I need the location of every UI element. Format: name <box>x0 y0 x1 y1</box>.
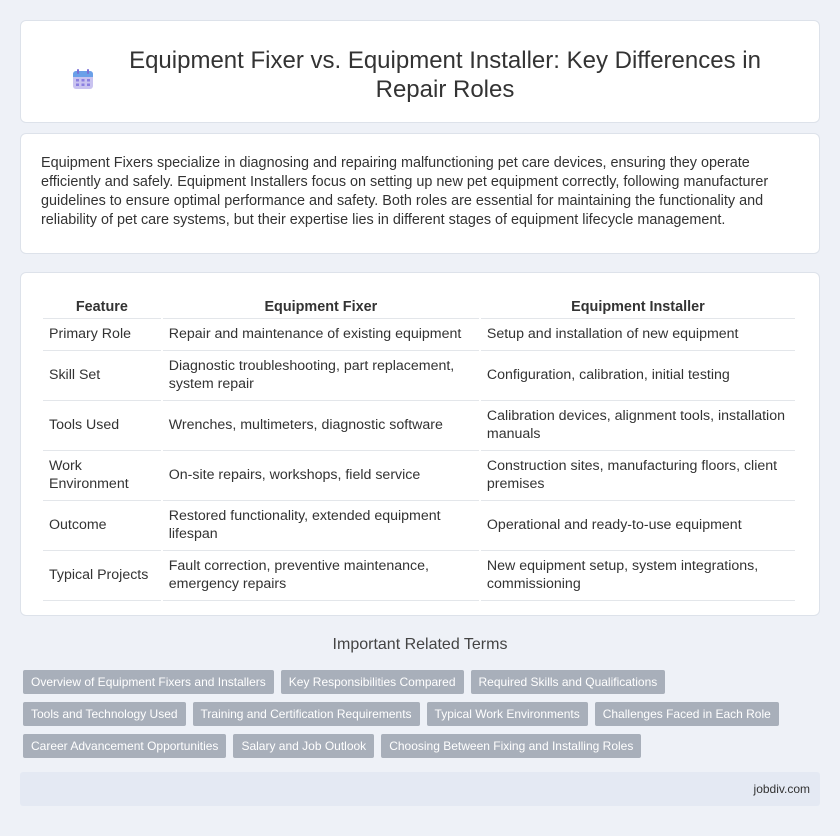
related-term-tag[interactable]: Key Responsibilities Compared <box>281 670 464 694</box>
table-row <box>43 501 795 551</box>
fixer-cell: Fault correction, preventive maintenance, emergency repairs <box>163 551 479 601</box>
tag-row <box>23 702 823 726</box>
related-term-tag[interactable]: Overview of Equipment Fixers and Installers <box>23 670 274 694</box>
feature-cell: Typical Projects <box>43 551 161 601</box>
table-row <box>43 551 795 601</box>
installer-cell: Operational and ready-to-use equipment <box>481 501 795 551</box>
table-row <box>43 351 795 401</box>
title-card <box>20 20 820 123</box>
related-term-tag[interactable]: Career Advancement Opportunities <box>23 734 226 758</box>
table-row <box>43 451 795 501</box>
comparison-table-card <box>20 272 820 616</box>
installer-cell: Setup and installation of new equipment <box>481 319 795 351</box>
related-terms-tags <box>23 670 823 766</box>
feature-cell: Primary Role <box>43 319 161 351</box>
installer-cell: Construction sites, manufacturing floors, client premises <box>481 451 795 501</box>
related-term-tag[interactable]: Training and Certification Requirements <box>193 702 420 726</box>
feature-cell: Outcome <box>43 501 161 551</box>
related-term-tag[interactable]: Required Skills and Qualifications <box>471 670 666 694</box>
footer <box>20 772 820 806</box>
tag-row <box>23 670 823 694</box>
footer-site-link[interactable]: jobdiv.com <box>753 782 810 796</box>
fixer-cell: Repair and maintenance of existing equipment <box>163 319 479 351</box>
table-header-row <box>43 295 795 319</box>
header-equipment-fixer: Equipment Fixer <box>163 295 479 319</box>
related-term-tag[interactable]: Typical Work Environments <box>427 702 588 726</box>
fixer-cell: On-site repairs, workshops, field service <box>163 451 479 501</box>
related-term-tag[interactable]: Tools and Technology Used <box>23 702 186 726</box>
related-term-tag[interactable]: Choosing Between Fixing and Installing Roles <box>381 734 641 758</box>
related-term-tag[interactable]: Salary and Job Outlook <box>233 734 374 758</box>
header-equipment-installer: Equipment Installer <box>481 295 795 319</box>
fixer-cell: Restored functionality, extended equipment lifespan <box>163 501 479 551</box>
related-term-tag[interactable]: Challenges Faced in Each Role <box>595 702 779 726</box>
intro-text: Equipment Fixers specialize in diagnosing and repairing malfunctioning pet care devices, ensuring they operate efficiently and safely. Equipment Installers focus on setting up new pet equipment correctly, following manufacturer guidelines to ensure optimal performance and safety. Both roles are essential for maintaining the functionality and reliability of pet care systems, but their expertise lies in different stages of equipment lifecycle management. <box>41 155 769 228</box>
header-feature: Feature <box>43 295 161 319</box>
feature-cell: Work Environment <box>43 451 161 501</box>
feature-cell: Tools Used <box>43 401 161 451</box>
related-terms-heading: Important Related Terms <box>332 636 508 653</box>
installer-cell: Configuration, calibration, initial testing <box>481 351 795 401</box>
feature-cell: Skill Set <box>43 351 161 401</box>
tag-row <box>23 734 823 758</box>
table-row <box>43 319 795 351</box>
fixer-cell: Wrenches, multimeters, diagnostic software <box>163 401 479 451</box>
intro-card <box>20 133 820 254</box>
comparison-table <box>41 295 797 601</box>
installer-cell: Calibration devices, alignment tools, installation manuals <box>481 401 795 451</box>
table-row <box>43 401 795 451</box>
installer-cell: New equipment setup, system integrations, commissioning <box>481 551 795 601</box>
page-title: Equipment Fixer vs. Equipment Installer: Key Differences in Repair Roles <box>129 47 761 103</box>
fixer-cell: Diagnostic troubleshooting, part replacement, system repair <box>163 351 479 401</box>
